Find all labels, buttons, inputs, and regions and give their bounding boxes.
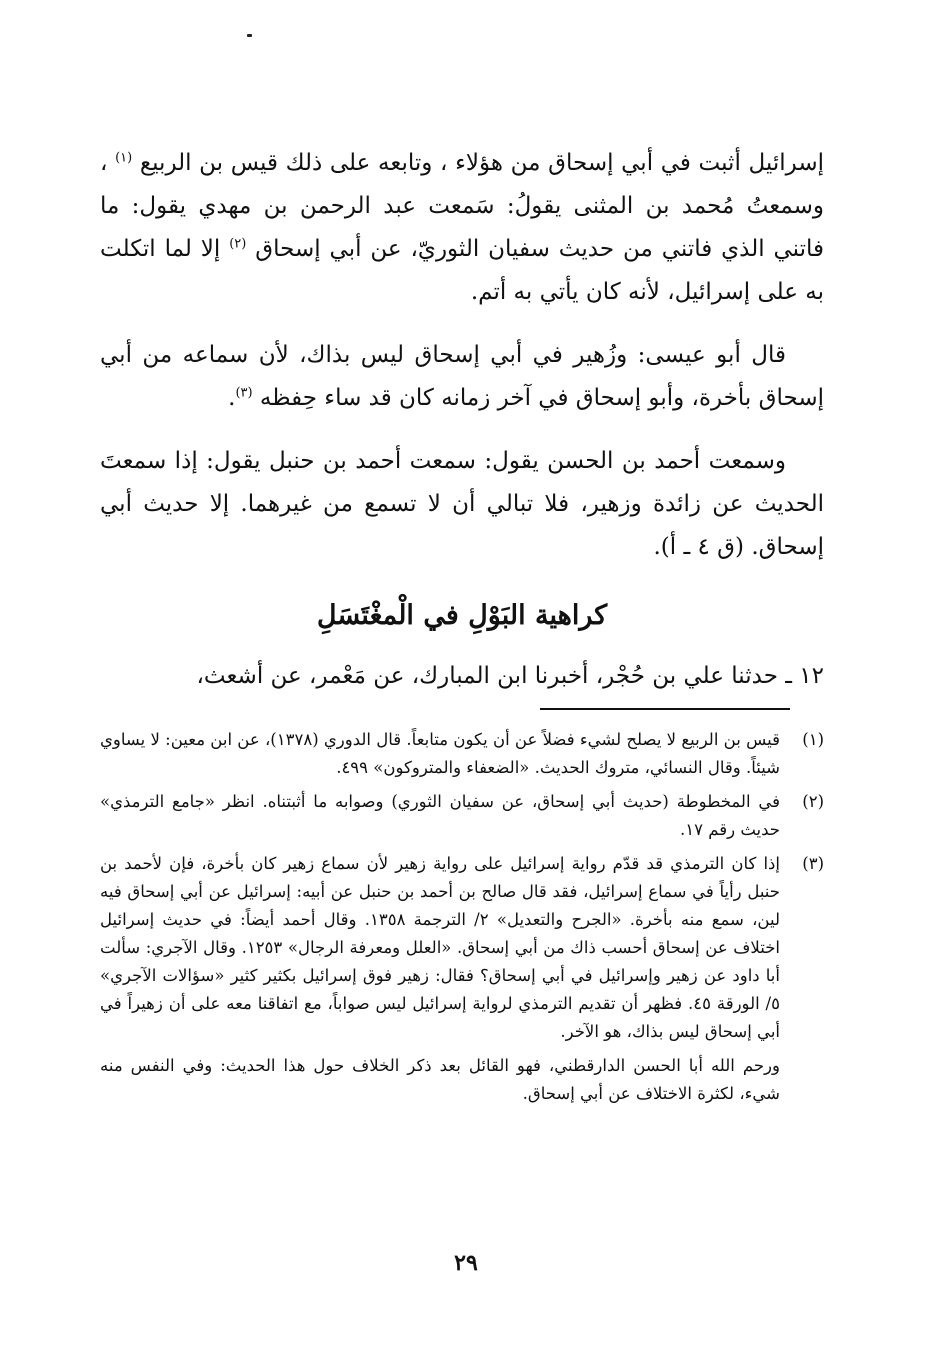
chapter-heading: كراهية البَوْلِ في الْمغْتَسَلِ xyxy=(316,600,608,631)
footnote-ref-1: (١) xyxy=(115,150,133,166)
footnote-text: في المخطوطة (حديث أبي إسحاق، عن سفيان الثوري) وصوابه ما أثبتناه. انظر «جامع الترمذي» حديث رقم ١٧. xyxy=(100,792,780,839)
page-mark xyxy=(247,34,252,37)
footnote-ref-3: (٣) xyxy=(235,385,253,401)
footnote-3-continuation xyxy=(100,1052,824,1108)
paragraph-2-text: قال أبو عيسى: وزُهير في أبي إسحاق ليس بذاك، لأن سماعه من أبي إسحاق بأخرة، وأبو إسحاق في آخر زمانه كان قد ساء حِفظه xyxy=(100,342,824,411)
paragraph-2 xyxy=(100,334,824,420)
paragraph-1 xyxy=(100,142,824,314)
paragraph-1-text: إسرائيل أثبت في أبي إسحاق من هؤلاء ، وتابعه على ذلك قيس بن الربيع xyxy=(139,150,824,176)
footnote-number: (٣) xyxy=(802,854,824,873)
footnote-ref-2: (٢) xyxy=(229,236,247,252)
footnote-number xyxy=(780,1052,824,1108)
paragraph-2-end: . xyxy=(228,385,236,411)
paragraph-1-text-c: إلا لما اتكلت به على إسرائيل، لأنه كان يأتي به أتم. xyxy=(100,236,824,305)
footnote-text: قيس بن الربيع لا يصلح لشيء فضلاً عن أن يكون متابعاً. قال الدوري (١٣٧٨)، عن ابن معين: لا يساوي شيئاً. وقال النسائي، متروك الحديث. «الضعفاء والمتروكون» ٤٩٩. xyxy=(100,730,780,777)
paragraph-3: وسمعت أحمد بن الحسن يقول: سمعت أحمد بن حنبل يقول: إذا سمعتَ الحديث عن زائدة وزهير، فلا تبالي أن لا تسمع من غيرهما. إلا حديث أبي إسحاق. (ق ٤ ـ أ). xyxy=(100,448,824,560)
footnotes xyxy=(100,726,824,1114)
footnote-number: (١) xyxy=(802,730,824,749)
footnote-text: إذا كان الترمذي قد قدّم رواية إسرائيل على رواية زهير لأن سماع زهير كان بأخرة، فإن لأحمد بن حنبل رأياً في سماع إسرائيل، فقد قال صالح بن أحمد بن حنبل عن أبيه: إسرائيل عن أبي إسحاق فيه لين، سمع منه بأخرة. «الجرح والتعديل» ٢/ الترجمة ١٣٥٨. وقال أحمد أيضاً: في حديث إسرائيل اختلاف عن إسحاق أحسب ذاك من أبي إسحاق. «العلل ومعرفة الرجال» ١٢٥٣. وقال الآجري: سألت أبا داود عن زهير وإسرائيل في أبي إسحاق؟ فقال: زهير فوق إسرائيل بكثير كثير «سؤالات الآجري» ٥/ الورقة ٤٥. فظهر أن تقديم الترمذي لرواية إسرائيل ليس صواباً، مع اتفاقنا معه على أن زهيراً في أبي إسحاق ليس بذاك، هو الآخر. xyxy=(100,854,780,1041)
hadith-line: ١٢ ـ حدثنا علي بن حُجْر، أخبرنا ابن المبارك، عن مَعْمر، عن أشعث، xyxy=(196,663,824,689)
footnote-separator xyxy=(540,708,790,710)
main-text xyxy=(100,142,824,569)
footnote-2 xyxy=(100,788,824,844)
footnote-text: ورحم الله أبا الحسن الدارقطني، فهو القائل بعد ذكر الخلاف حول هذا الحديث: وفي النفس منه شيء، لكثرة الاختلاف عن أبي إسحاق. xyxy=(100,1056,780,1103)
paragraph-1-text-b: ، وسمعتُ مُحمد بن المثنى يقولُ: سَمعت عبد الرحمن بن مهدي يقول: ما فاتني الذي فاتني من حديث سفيان الثوريّ، عن أبي إسحاق xyxy=(100,150,825,262)
footnote-number: (٢) xyxy=(802,792,824,811)
page-number: ٢٩ xyxy=(454,1250,478,1276)
footnote-3 xyxy=(100,850,824,1046)
footnote-1 xyxy=(100,726,824,782)
